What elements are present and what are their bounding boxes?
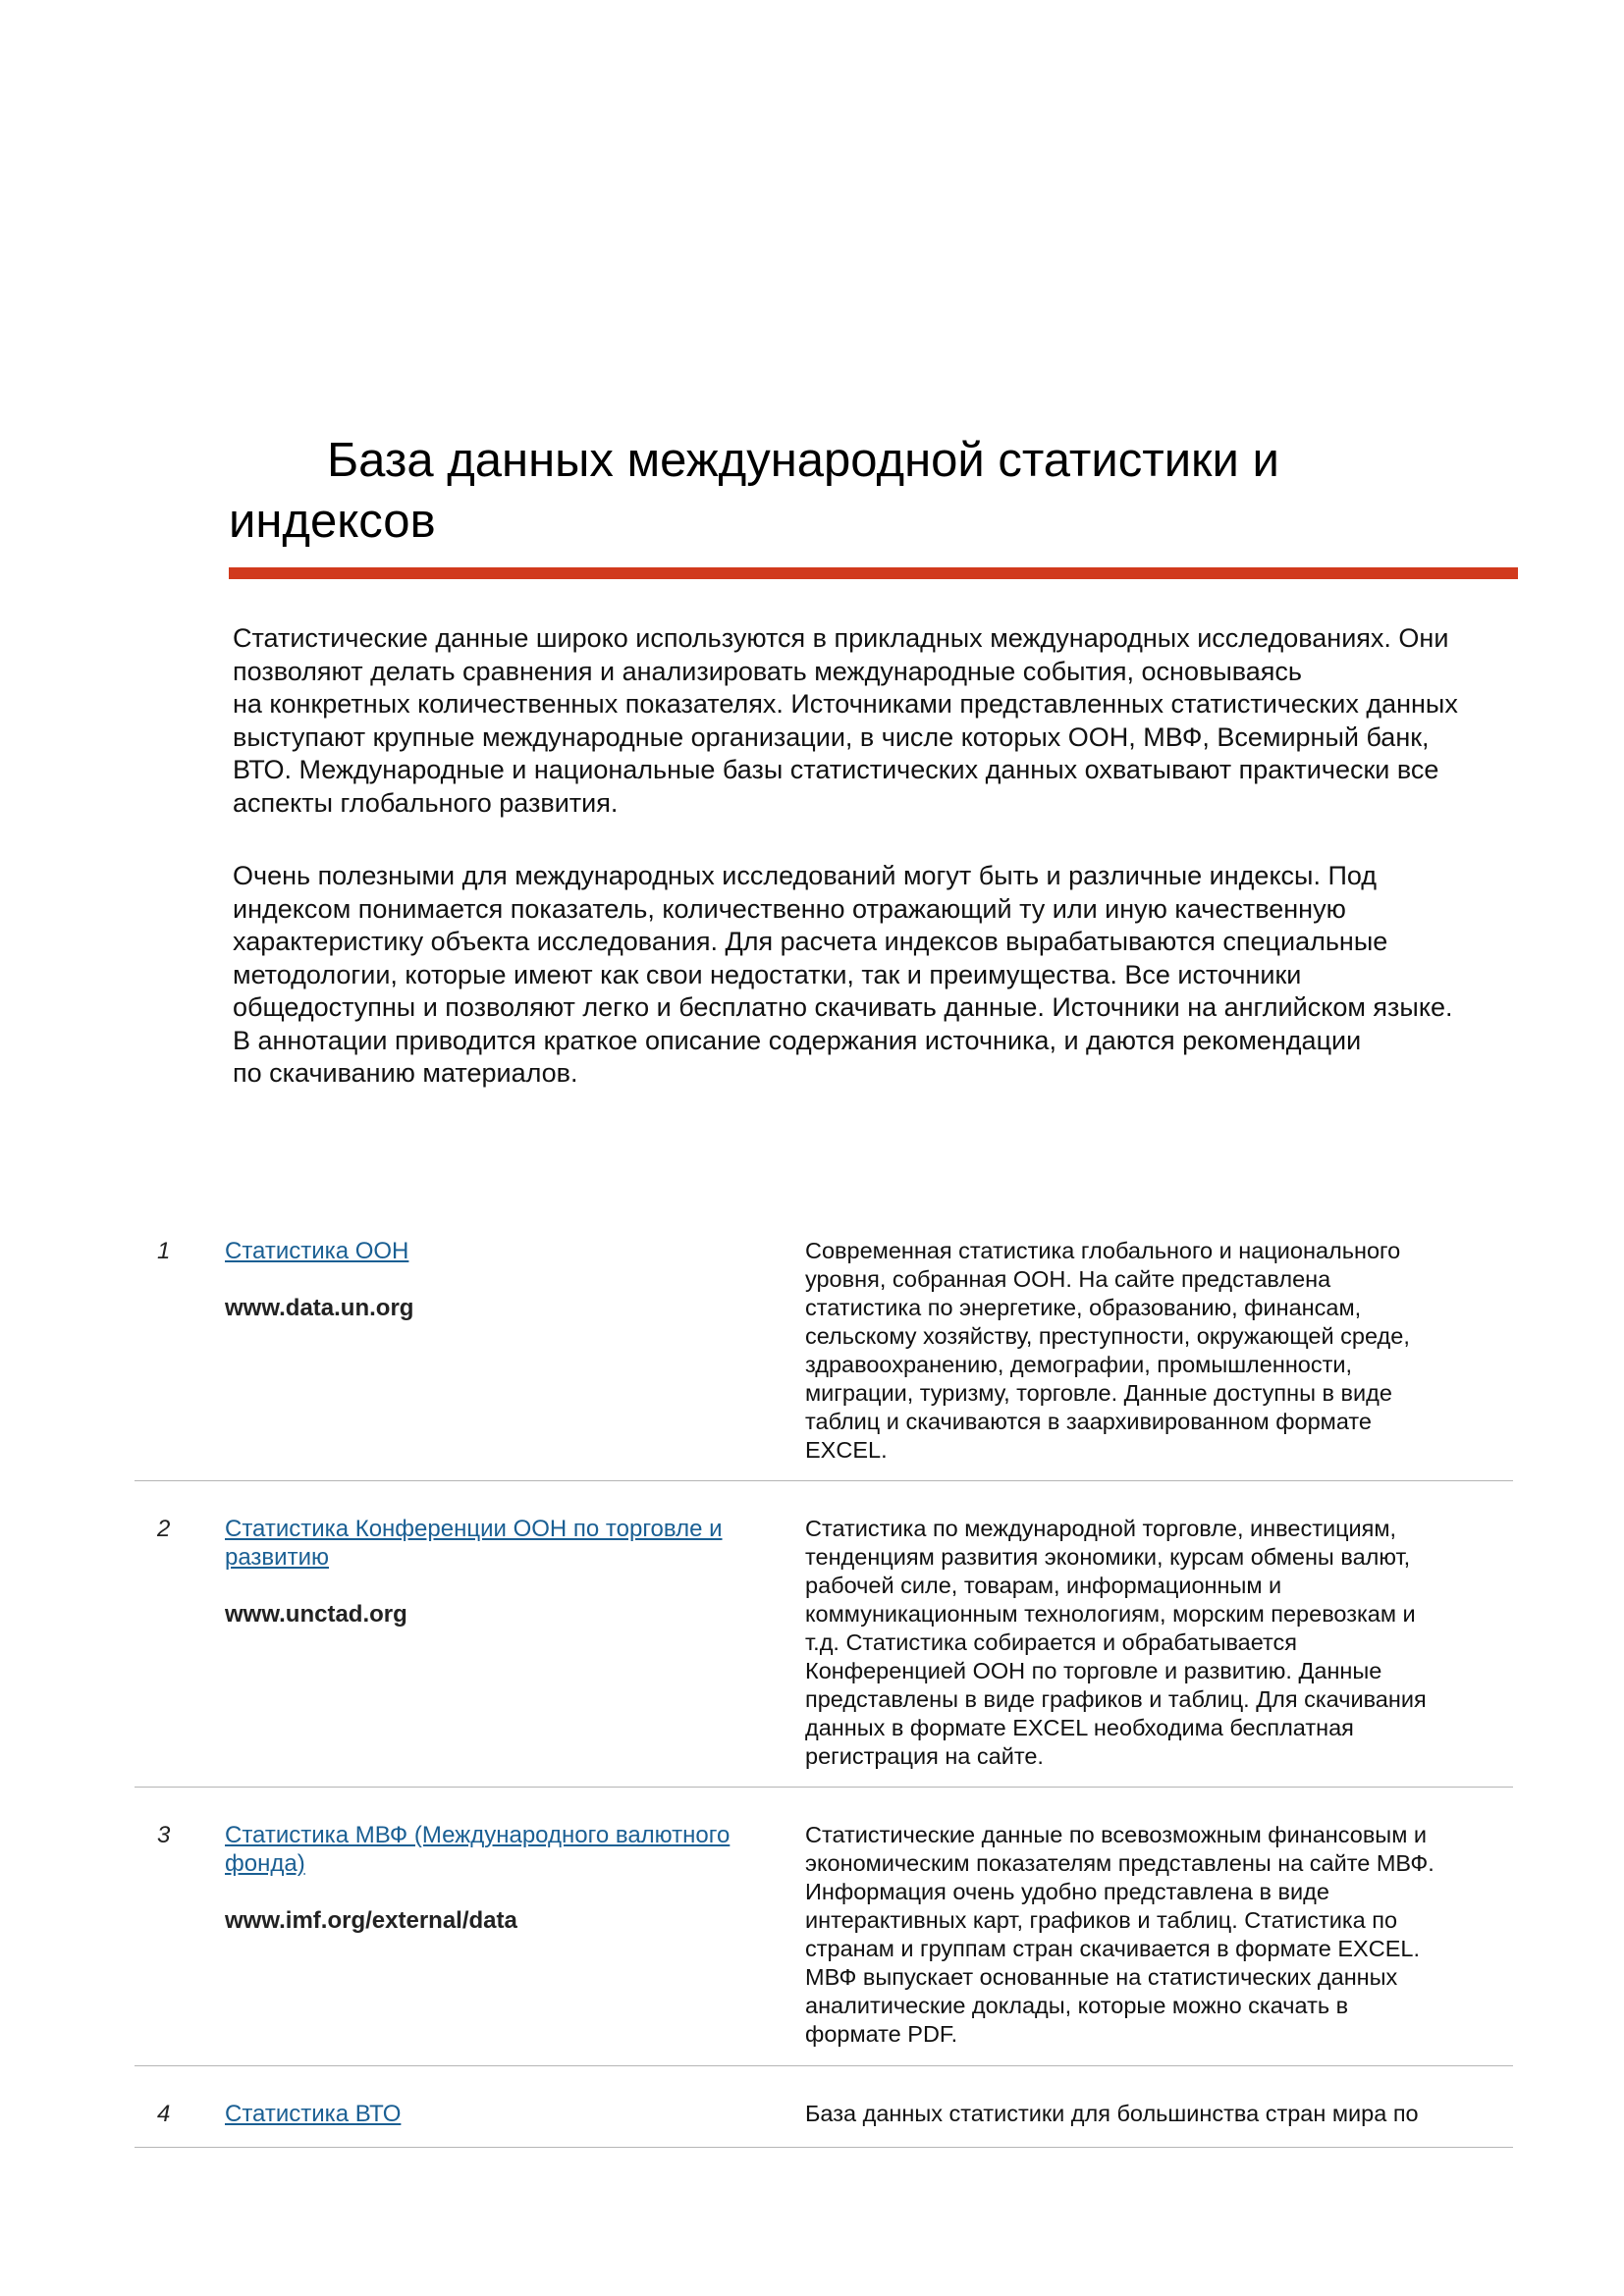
source-description-line: представлены в виде графиков и таблиц. Для скачивания xyxy=(805,1686,1427,1712)
source-number: 1 xyxy=(157,1238,171,1264)
source-description-line: коммуникационным технологиям, морским перевозкам и xyxy=(805,1601,1416,1627)
source-description xyxy=(805,2100,1512,2128)
intro-paragraph-2-line: индексом понимается показатель, количественно отражающий ту или иную качественную xyxy=(233,893,1346,924)
source-description-line: уровня, собранная ООН. На сайте представлена xyxy=(805,1266,1331,1292)
intro-paragraph-1-line: Статистические данные широко используются в прикладных международных исследованиях. Они xyxy=(233,623,1449,653)
source-description-line: данных в формате EXCEL необходима бесплатная xyxy=(805,1715,1354,1740)
source-link-line: Статистика ООН xyxy=(225,1238,409,1264)
source-description-line: т.д. Статистика собирается и обрабатывается xyxy=(805,1629,1298,1655)
intro-paragraph-2-line: Очень полезными для международных исследований могут быть и различные индексы. Под xyxy=(233,861,1378,890)
source-description-line: Статистика по международной торговле, инвестициям, xyxy=(805,1516,1397,1541)
page-title-line-1: База данных международной статистики и xyxy=(327,434,1279,487)
page-title xyxy=(229,430,1456,552)
intro-paragraph-2-line: общедоступны и позволяют легко и бесплатно скачивать данные. Источники на английском языке. xyxy=(233,992,1453,1022)
source-description-line: рабочей силе, товарам, информационным и xyxy=(805,1573,1282,1598)
source-description xyxy=(805,1821,1512,2049)
row-divider xyxy=(135,1787,1513,1788)
source-description-line: МВФ выпускает основанные на статистических данных xyxy=(805,1964,1398,1990)
intro-paragraph-2-line: В аннотации приводится краткое описание содержания источника, и даются рекомендации xyxy=(233,1025,1362,1055)
source-description-line: Современная статистика глобального и национального xyxy=(805,1238,1401,1263)
source-link-line: Статистика ВТО xyxy=(225,2101,402,2127)
source-url: www.data.un.org xyxy=(225,1295,414,1321)
source-description-line: Конференцией ООН по торговле и развитию. Данные xyxy=(805,1658,1382,1683)
intro-paragraph-2-line: методологии, которые имеют как свои недостатки, так и преимущества. Все источники xyxy=(233,959,1302,989)
source-link-line: фонда) xyxy=(225,1850,305,1877)
source-description-line: странам и группам стран скачивается в формате EXCEL. xyxy=(805,1936,1420,1961)
intro-paragraph-1-line: позволяют делать сравнения и анализировать международные события, основываясь xyxy=(233,656,1302,686)
title-underline-rule xyxy=(229,567,1518,579)
intro-paragraph-1-line: аспекты глобального развития. xyxy=(233,787,619,818)
source-link-line: развитию xyxy=(225,1544,329,1571)
intro-paragraph-1-line: ВТО. Международные и национальные базы статистических данных охватывают практически все xyxy=(233,755,1439,784)
source-description-line: статистика по энергетике, образованию, финансам, xyxy=(805,1295,1362,1320)
source-url: www.unctad.org xyxy=(225,1601,407,1628)
source-description-line: EXCEL. xyxy=(805,1437,888,1463)
source-link-line: Статистика Конференции ООН по торговле и xyxy=(225,1516,723,1542)
source-description-line: миграции, туризму, торговле. Данные доступны в виде xyxy=(805,1380,1392,1406)
source-link-line: Статистика МВФ (Международного валютного xyxy=(225,1822,731,1848)
source-description-line: экономическим показателям представлены на сайте МВФ. xyxy=(805,1850,1435,1876)
intro-paragraph-1-line: на конкретных количественных показателях. Источниками представленных статистических данных xyxy=(233,689,1458,719)
source-description-line: Статистические данные по всевозможным финансовым и xyxy=(805,1822,1428,1847)
source-link-unctad-statistics[interactable] xyxy=(225,1515,775,1572)
source-url: www.imf.org/external/data xyxy=(225,1907,517,1934)
source-description xyxy=(805,1515,1512,1771)
row-divider xyxy=(135,2065,1513,2066)
intro-paragraph-2 xyxy=(233,860,1548,1091)
page-title-line-2: индексов xyxy=(229,495,436,548)
row-divider xyxy=(135,2147,1513,2148)
source-description-line: тенденциям развития экономики, курсам обмены валют, xyxy=(805,1544,1411,1570)
intro-paragraph-1 xyxy=(233,622,1548,820)
source-description-line: таблиц и скачиваются в заархивированном формате xyxy=(805,1409,1372,1434)
source-description-line: Информация очень удобно представлена в виде xyxy=(805,1879,1329,1904)
source-number: 4 xyxy=(157,2101,171,2127)
intro-paragraph-1-line: выступают крупные международные организации, в числе которых ООН, МВФ, Всемирный банк, xyxy=(233,721,1430,752)
source-link-un-statistics[interactable] xyxy=(225,1237,775,1265)
source-description-line: регистрация на сайте. xyxy=(805,1743,1044,1769)
source-description xyxy=(805,1237,1512,1465)
source-link-imf-statistics[interactable] xyxy=(225,1821,775,1878)
row-divider xyxy=(135,1480,1513,1481)
source-description-line: здравоохранению, демографии, промышленности, xyxy=(805,1352,1353,1377)
source-description-line: интерактивных карт, графиков и таблиц. Статистика по xyxy=(805,1907,1398,1933)
intro-paragraph-2-line: по скачиванию материалов. xyxy=(233,1058,578,1088)
source-link-wto-statistics[interactable] xyxy=(225,2100,775,2128)
source-description-line: База данных статистики для большинства стран мира по xyxy=(805,2101,1419,2126)
source-number: 3 xyxy=(157,1822,171,1848)
source-description-line: сельскому хозяйству, преступности, окружающей среде, xyxy=(805,1323,1410,1349)
intro-paragraph-2-line: характеристику объекта исследования. Для расчета индексов вырабатываются специальные xyxy=(233,927,1388,956)
source-description-line: аналитические доклады, которые можно скачать в xyxy=(805,1993,1349,2018)
source-number: 2 xyxy=(157,1516,171,1542)
source-description-line: формате PDF. xyxy=(805,2021,958,2047)
